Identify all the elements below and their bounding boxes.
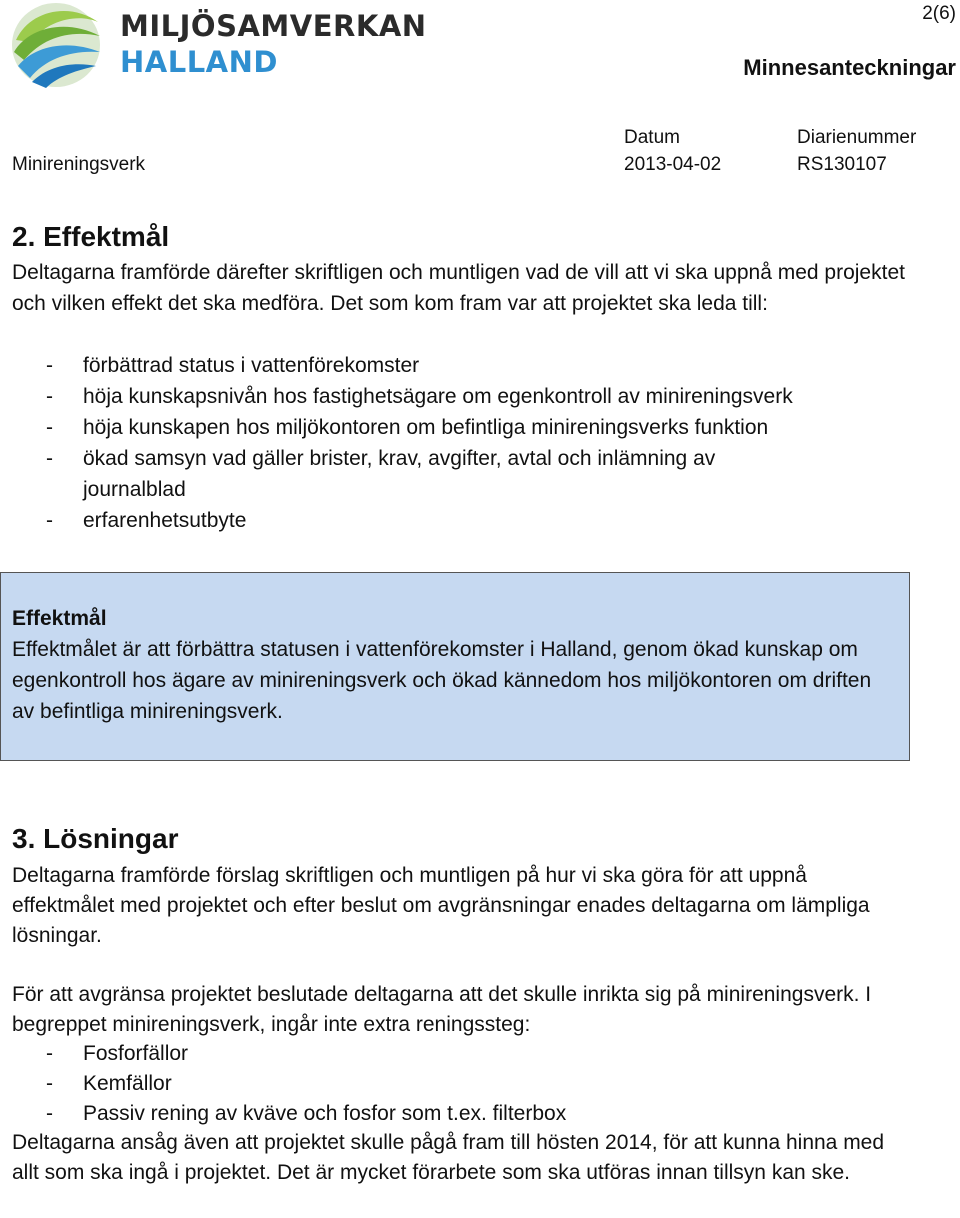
section-heading-effektmal: 2. Effektmål: [12, 221, 170, 252]
section3-paragraph-2: För att avgränsa projektet beslutade deltagarna att det skulle inrikta sig på minireningsverk. I begreppet minireningsverk, ingår inte extra reningssteg:: [12, 983, 872, 1036]
list-item: - höja kunskapsnivån hos fastighetsägare om egenkontroll av minireningsverk: [46, 385, 793, 408]
diary-number-value: RS130107: [797, 154, 887, 175]
section3-bullet-list: [12, 1039, 912, 1129]
section2-intro: Deltagarna framförde därefter skriftligen och muntligen vad de vill att vi ska uppnå med projektet och vilken effekt det ska medföra. Det som kom fram var att projektet ska leda till:: [12, 261, 905, 315]
section3-paragraph-1: Deltagarna framförde förslag skriftligen och muntligen på hur vi ska göra för att uppnå effektmålet med projektet och efter beslut om avgränsningar enades deltagarna om lämpliga lösningar.: [12, 864, 870, 947]
section2-bullet-list: [12, 350, 912, 536]
document-type: Minnesanteckningar: [743, 55, 956, 80]
list-item: - ökad samsyn vad gäller brister, krav, avgifter, avtal och inlämning av journalblad: [46, 447, 716, 501]
logo-wordmark-line1: MILJÖSAMVERKAN: [120, 9, 427, 43]
callout-title: Effektmål: [12, 607, 107, 630]
list-item: - Kemfällor: [46, 1072, 172, 1095]
section3-paragraph-3: Deltagarna ansåg även att projektet skulle pågå fram till hösten 2014, för att kunna hinna med allt som ska ingå i projektet. Det är mycket förarbete som ska utföras innan tillsyn kan ske.: [12, 1131, 885, 1184]
date-label: Datum: [624, 127, 680, 148]
list-item: - höja kunskapen hos miljökontoren om befintliga minireningsverks funktion: [46, 416, 769, 439]
callout-text: Effektmålet är att förbättra statusen i vattenförekomster i Halland, genom ökad kunskap om egenkontroll hos ägare av minireningsverk och ökad kännedom hos miljökontoren om driften av befintliga minireningsverk.: [12, 638, 872, 723]
logo-icon: [10, 0, 102, 90]
list-item: - erfarenhetsutbyte: [46, 509, 247, 532]
document-subject: Minireningsverk: [12, 154, 146, 175]
list-item: - Passiv rening av kväve och fosfor som t.ex. filterbox: [46, 1102, 567, 1125]
logo-wordmark-line2: HALLAND: [120, 45, 278, 79]
page-number: 2(6): [922, 3, 956, 24]
list-item: - Fosforfällor: [46, 1042, 189, 1065]
diary-number-label: Diarienummer: [797, 127, 917, 148]
section-heading-losningar: 3. Lösningar: [12, 823, 179, 854]
list-item: - förbättrad status i vattenförekomster: [46, 354, 420, 377]
date-value: 2013-04-02: [624, 154, 722, 175]
